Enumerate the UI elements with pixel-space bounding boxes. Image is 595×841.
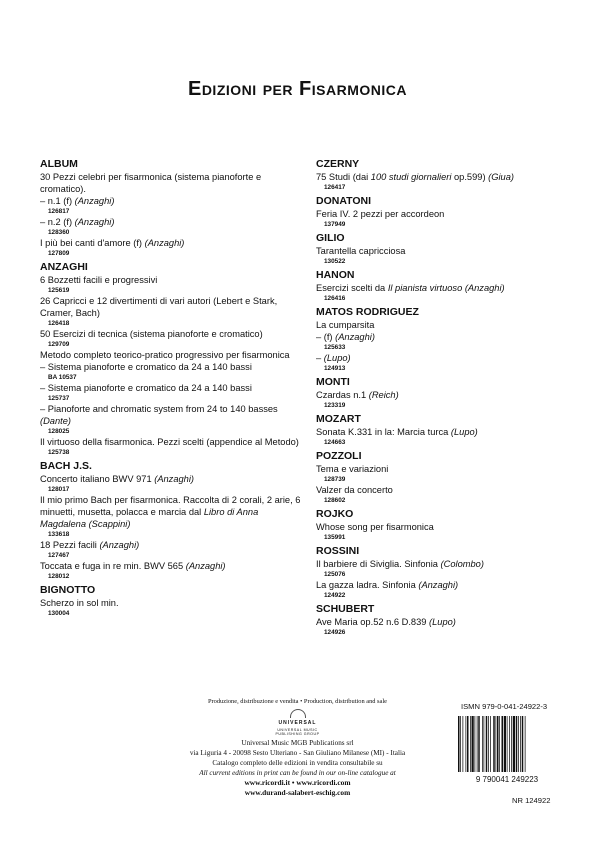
catalog-code: BA 10537 [48,374,77,381]
catalog-code: 125737 [48,395,70,402]
barcode-bar [516,716,518,772]
entry-title: 30 Pezzi celebri per fisarmonica (sistema pianoforte e cromatico). [40,172,262,194]
catalog-code: 129709 [48,341,70,348]
entry-title: Concerto italiano BWV 971 [40,474,155,484]
catalog-entry [316,579,556,591]
catalog-note-italian: Catalogo completo delle edizioni in vendita consultabile su [212,759,383,767]
barcode-bar [518,716,519,772]
composer-section [316,508,556,542]
entry-title: Sonata K.331 in la: Marcia turca [316,427,451,437]
entry-italic: (Colombo) [440,559,484,569]
barcode-bar [484,716,485,772]
composer-heading: CZERNY [316,158,360,170]
catalog-entry [316,208,556,220]
entry-italic: (Anzaghi) [185,561,226,571]
barcode-bar [460,716,461,772]
catalog-code: 137949 [324,221,346,228]
entry-italic: (Lupo) [323,353,351,363]
entry-title: 75 Studi (dai [316,172,371,182]
entry-title: Tarantella capricciosa [316,246,406,256]
composer-heading: ROSSINI [316,545,360,557]
catalog-code: 126817 [48,208,70,215]
entry-italic: (Lupo) [450,427,478,437]
entry-italic: Libro di Anna Magdalena (Scappini) [40,507,259,529]
entry-title: La gazza ladra. Sinfonia [316,580,419,590]
composer-section [316,413,556,447]
right-catalog-column [316,158,556,640]
catalog-entry [40,473,302,485]
catalog-entry [40,560,302,572]
composer-heading: ROJKO [316,508,354,520]
entry-title: Ave Maria op.52 n.6 D.839 [316,617,430,627]
entry-italic: (Anzaghi) [74,196,115,206]
catalog-entry [40,295,302,319]
entry-title: 6 Bozzetti facili e progressivi [40,275,158,285]
barcode-bar [499,716,500,772]
entry-italic: (Anzaghi) [335,332,375,342]
catalog-entry [40,274,302,286]
catalog-code: 124922 [324,592,346,599]
composer-heading: HANON [316,269,355,281]
composer-section [316,545,556,600]
barcode-bar [478,716,480,772]
catalog-code: 126416 [324,295,346,302]
catalog-number: NR 124922 [512,796,551,805]
entry-title: Feria IV. 2 pezzi per accordeon [316,209,445,219]
catalog-entry [40,382,302,394]
catalog-entry [316,245,556,257]
barcode-bar [472,716,474,772]
barcode-bar [458,716,460,772]
catalog-code: 128360 [48,229,70,236]
catalog-entry [40,539,302,551]
entry-title: Il mio primo Bach per fisarmonica. Raccolta di 2 corali, 2 arie, 6 minuetti, musetta, polacca e marcia dal [40,495,301,517]
composer-heading: SCHUBERT [316,603,375,615]
catalog-code: 125738 [48,449,70,456]
composer-section [316,195,556,229]
barcode-bar [511,716,512,772]
barcode-bar [470,716,471,772]
entry-italic: (Reich) [368,390,399,400]
composer-heading: ALBUM [40,158,78,170]
composer-heading: BIGNOTTO [40,584,96,596]
catalog-code: 125633 [324,344,346,351]
catalog-entry [316,352,556,364]
entry-title: Metodo completo teorico-pratico progressivo per fisarmonica [40,350,290,360]
barcode-digits: 9 790041 249223 [475,775,539,784]
entry-italic: (Anzaghi) [418,580,459,590]
composer-section [40,460,302,581]
composer-section [40,261,302,457]
catalog-code: 128739 [324,476,346,483]
catalog-entry [40,171,302,195]
barcode [452,716,562,784]
catalog-code: 124913 [324,365,346,372]
universal-logo [160,709,435,736]
composer-heading: GILIO [316,232,345,244]
catalog-entry [40,436,302,448]
barcode-bar [509,716,510,772]
catalog-code: 127809 [48,250,70,257]
entry-title: I più bei canti d'amore (f) [40,238,145,248]
composer-heading: MOZART [316,413,361,425]
catalog-code: 126417 [324,184,346,191]
entry-italic: Il pianista virtuoso (Anzaghi) [387,283,505,293]
catalog-code: 124663 [324,439,346,446]
catalog-entry [316,171,556,183]
catalog-entry [40,195,302,207]
barcode-bar [522,716,524,772]
catalog-entry [316,558,556,570]
production-line: Produzione, distribuzione e vendita • Production, distribution and sale [207,698,387,705]
catalog-code: 130522 [324,258,346,265]
entry-title: Scherzo in sol min. [40,598,119,608]
composer-section [316,306,556,373]
catalog-code: 126418 [48,320,70,327]
catalog-entry [316,484,556,496]
composer-section [316,269,556,303]
logo-subtitle-2: PUBLISHING GROUP [275,732,320,736]
page-title: Edizioni per Fisarmonica [187,78,407,100]
catalog-code: 128017 [48,486,70,493]
barcode-bar [477,716,478,772]
publisher-address: via Liguria 4 - 20098 Sesto Ulteriano - San Giuliano Milanese (MI) - Italia [189,749,406,757]
entry-italic: 100 studi giornalieri [370,172,452,182]
publisher-name: Universal Music MGB Publications srl [241,739,354,747]
catalog-entry [40,216,302,228]
logo-subtitle-1: UNIVERSAL MUSIC [277,728,318,732]
catalog-entry [316,616,556,628]
entry-title: 50 Esercizi di tecnica (sistema pianoforte e cromatico) [40,329,263,339]
barcode-bar [493,716,495,772]
catalog-code: 130004 [48,610,70,617]
catalog-note-english: All current editions in print can be found in our on-line catalogue at [199,769,396,777]
catalog-entry [40,403,302,427]
barcode-bar [502,716,504,772]
entry-title: 18 Pezzi facili [40,540,100,550]
entry-title: Czardas n.1 [316,390,369,400]
catalog-entry [316,389,556,401]
catalog-entry [316,282,556,294]
barcode-bar [525,716,526,772]
catalog-code: 123319 [324,402,346,409]
logo-wordmark: UNIVERSAL [278,720,317,726]
catalog-code: 135991 [324,534,346,541]
entry-italic: (Anzaghi) [99,540,140,550]
entry-title: – n.2 (f) [40,217,75,227]
globe-icon [290,709,306,718]
entry-title: Toccata e fuga in re min. BWV 565 [40,561,186,571]
catalog-entry [40,361,302,373]
barcode-bar [520,716,521,772]
catalog-code: 128025 [48,428,70,435]
entry-title: – Sistema pianoforte e cromatico da 24 a 140 bassi [40,362,252,372]
entry-title-tail: op.599) [451,172,489,182]
entry-title: Esercizi scelti da [316,283,388,293]
entry-italic: (Anzaghi) [154,474,195,484]
entry-title: – Pianoforte and chromatic system from 24 to 140 basses [40,404,278,414]
entry-italic: (Lupo) [429,617,456,627]
catalog-entry [316,521,556,533]
website-link-ricordi-com[interactable]: www.ricordi.com [296,778,351,787]
catalog-code: 128012 [48,573,70,580]
catalog-code: 124926 [324,629,346,636]
catalog-code: 133618 [48,531,70,538]
catalog-entry [40,349,302,361]
barcode-bar [463,716,464,772]
catalog-entry [316,463,556,475]
barcode-bar [504,716,506,772]
barcode-bar [507,716,508,772]
entry-title: – [316,353,324,363]
website-link-ricordi-it[interactable]: www.ricordi.it [244,778,291,787]
composer-section [316,376,556,410]
entry-title: – n.1 (f) [40,196,75,206]
entry-title: Valzer da concerto [316,485,393,495]
publisher-footer: Produzione, distribuzione e vendita • Production, distribution and sale UNIVERSAL UNIVERSAL MUSIC PUBLISHING GROUP Universal Music MGB Publications srl via Liguria 4 - 20098 Sesto Ulteriano - San Giuliano Milanese (MI) - Italia Catalogo completo delle edizioni in vendita consultabile su All current editions in print can be found in our on-line catalogue at www.ricordi.it • www.ricordi.com www.durand-salabert-eschig.com [160,697,435,798]
barcode-bar [488,716,489,772]
entry-italic: (Anzaghi) [144,238,185,248]
catalog-entry [40,597,302,609]
catalog-code: 127467 [48,552,70,559]
catalog-entry [40,328,302,340]
entry-title: – (f) [316,332,336,342]
composer-section [316,158,556,192]
composer-heading: DONATONI [316,195,372,207]
website-link-durand[interactable]: www.durand-salabert-eschig.com [244,788,351,797]
composer-section [40,584,302,618]
catalog-entry [40,237,302,249]
catalog-entry [316,426,556,438]
barcode-bar [497,716,499,772]
catalog-entry [316,319,556,331]
barcode-bar [513,716,515,772]
barcode-bar [496,716,497,772]
catalog-code: 128602 [324,497,346,504]
entry-italic: (Dante) [40,416,72,426]
composer-section [316,450,556,505]
barcode-bar [490,716,491,772]
composer-heading: POZZOLI [316,450,362,462]
barcode-bar [466,716,467,772]
entry-title: – Sistema pianoforte e cromatico da 24 a 140 bassi [40,383,252,393]
composer-heading: MATOS RODRIGUEZ [316,306,419,318]
entry-arranger: (Giua) [488,172,514,182]
composer-section [316,603,556,637]
barcode-bar [486,716,488,772]
catalog-entry [40,494,302,530]
barcode-bar [475,716,476,772]
catalog-code: 125619 [48,287,70,294]
barcode-bar [467,716,469,772]
catalog-code: 125076 [324,571,346,578]
ismn-number: ISMN 979-0-041-24922-3 [461,702,548,711]
composer-section [40,158,302,258]
entry-title: Il barbiere di Siviglia. Sinfonia [316,559,441,569]
entry-title: Whose song per fisarmonica [316,522,434,532]
composer-heading: BACH J.S. [40,460,92,472]
entry-title: 26 Capricci e 12 divertimenti di vari autori (Lebert e Stark, Cramer, Bach) [40,296,278,318]
entry-title: Tema e variazioni [316,464,389,474]
composer-section [316,232,556,266]
composer-heading: ANZAGHI [40,261,88,273]
entry-title: Il virtuoso della fisarmonica. Pezzi scelti (appendice al Metodo) [40,437,299,447]
catalog-entry [316,331,556,343]
entry-italic: (Anzaghi) [74,217,115,227]
left-catalog-column [40,158,302,621]
composer-heading: MONTI [316,376,350,388]
entry-title: La cumparsita [316,320,375,330]
barcode-bar [482,716,483,772]
